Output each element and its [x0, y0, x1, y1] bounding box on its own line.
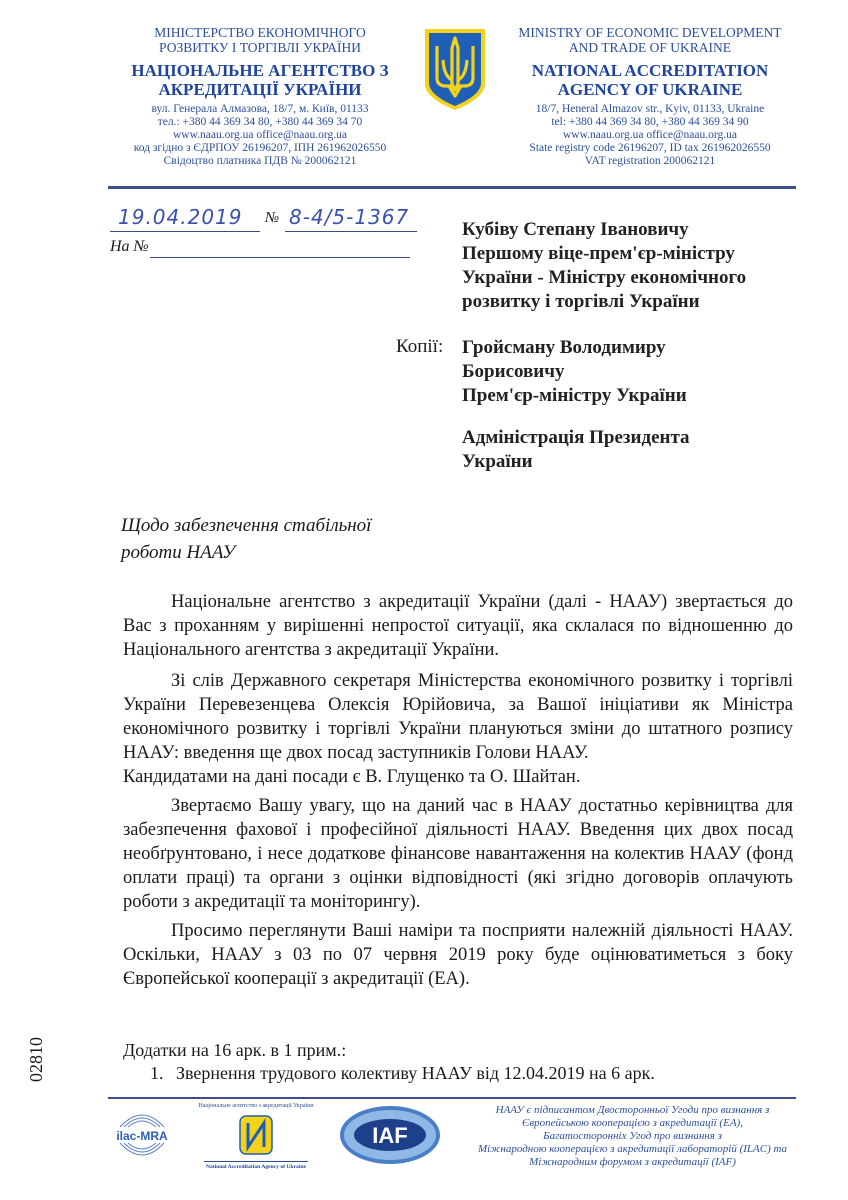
- side-registration-number: 02810: [26, 1037, 46, 1082]
- paragraph-4: Просимо переглянути Ваші наміри та посприяти належній діяльності НААУ. Оскільки, НААУ з 03 по 07 червня 2019 року буде оцінюватиметься з боку Європейської кооперації з акредитації (ЕА).: [123, 921, 793, 989]
- trident-coat-of-arms-icon: [422, 26, 488, 112]
- copy-line: України: [462, 451, 533, 472]
- copy-recipient-2: [462, 426, 690, 474]
- address-ua: вул. Генерала Алмазова, 18/7, м. Київ, 01133: [151, 103, 369, 115]
- subject: [121, 512, 371, 566]
- iaf-logo-text: IAF: [372, 1123, 408, 1148]
- reply-label: На №: [110, 238, 149, 255]
- codes-en: State registry code 26196207, ID tax 261962026550: [529, 142, 771, 154]
- paragraph-3: Звертаємо Вашу увагу, що на даний час в НААУ достатньо керівництва для забезпечення фахової і професійної діяльності НААУ. Введення цих двох посад необґрунтовано, і несе додаткове фінансове навантаження на колектив НААУ (фонд оплати праці) та органи з оцінки відповідності (які згідно договорів оплачують роботи з акредитації та моніторингу).: [123, 796, 793, 912]
- naau-logo: [192, 1103, 320, 1177]
- subject-line: Щодо забезпечення стабільної: [121, 515, 372, 536]
- naau-caption: National Accreditation Agency of Ukraine: [206, 1164, 306, 1170]
- addressee-line: Кубіву Степану Івановичу: [462, 219, 689, 240]
- attachment-number: 1.: [150, 1063, 164, 1083]
- agency-name-en-1: NATIONAL ACCREDITATION: [531, 61, 769, 80]
- handwritten-date: 19.04.2019: [118, 205, 243, 229]
- handwritten-number: 8-4/5-1367: [289, 205, 410, 229]
- paragraph-2: Зі слів Державного секретаря Міністерства економічного розвитку і торгівлі України Перевезенцева Олексія Юрійовича, за Вашої ініціативи як Міністра економічного розвитку і торгівлі України плануються зміни до штатного розпису НААУ: введення ще двох посад заступників Голови НААУ.: [123, 671, 793, 763]
- codes-ua: код згідно з ЄДРПОУ 26196207, ІПН 261962026550: [133, 142, 387, 154]
- addressee-line: Першому віце-прем'єр-міністру: [462, 243, 735, 264]
- agency-name-en-2: AGENCY OF UKRAINE: [557, 80, 743, 99]
- letter-body: [123, 590, 793, 991]
- footer-line: Європейською кооперацією з акредитації (ЕА),: [522, 1117, 743, 1129]
- phone-en: tel: +380 44 369 34 80, +380 44 369 34 90: [551, 116, 749, 128]
- footer-divider: [108, 1097, 796, 1099]
- naau-arc-text: Національне агентство з акредитації України: [198, 1103, 314, 1109]
- date-field: [110, 205, 260, 232]
- vat-en: VAT registration 200062121: [584, 155, 716, 167]
- attachments-title: Додатки на 16 арк. в 1 прим.:: [123, 1040, 347, 1060]
- copy-line: Адміністрація Президента: [462, 427, 690, 448]
- footer-line: Міжнародним форумом з акредитації (IAF): [529, 1156, 736, 1168]
- header-right: [490, 25, 810, 168]
- paragraph-1: Національне агентство з акредитації України (далі - НААУ) звертається до Вас з проханням у вирішенні непростої ситуації, яка склалася по відношенню до Національного агентства з акредитації України.: [123, 592, 793, 660]
- ilac-logo-text: ilac-MRA: [116, 1129, 168, 1143]
- agency-name-ua-2: АКРЕДИТАЦІЇ УКРАЇНИ: [158, 80, 362, 99]
- footer-recognition-text: [460, 1104, 805, 1169]
- ilac-mra-logo: [112, 1105, 172, 1165]
- number-label: №: [265, 210, 280, 226]
- paragraph-2-continuation: Кандидатами на дані посади є В. Глущенко та О. Шайтан.: [123, 767, 581, 787]
- agency-name-ua-1: НАЦІОНАЛЬНЕ АГЕНТСТВО З: [131, 61, 389, 80]
- number-field: [285, 205, 417, 232]
- subject-line: роботи НААУ: [121, 542, 236, 563]
- ministry-name-en-1: MINISTRY OF ECONOMIC DEVELOPMENT: [518, 25, 782, 40]
- copy-recipient-1: [462, 336, 687, 408]
- footer-line: Багатосторонніх Угод про визнання з: [543, 1130, 722, 1142]
- ministry-name-ua-1: МІНІСТЕРСТВО ЕКОНОМІЧНОГО: [154, 25, 366, 40]
- copy-line: Гройсману Володимиру: [462, 337, 666, 358]
- ministry-name-en-2: AND TRADE OF UKRAINE: [568, 40, 732, 55]
- address-en: 18/7, Heneral Almazov str., Kyiv, 01133, Ukraine: [535, 103, 765, 115]
- addressee-line: розвитку і торгівлі України: [462, 291, 700, 312]
- footer-line: НААУ є підписантом Двосторонньої Угоди про визнання з: [495, 1104, 770, 1116]
- web-email-ua: www.naau.org.ua office@naau.org.ua: [173, 129, 347, 141]
- copy-line: Прем'єр-міністру України: [462, 385, 687, 406]
- phone-ua: тел.: +380 44 369 34 80, +380 44 369 34 70: [157, 116, 363, 128]
- header-divider: [108, 186, 796, 189]
- copies-label: Копії:: [396, 336, 444, 357]
- footer-line: Міжнародною кооперацією з акредитації лабораторій (ILAC) та: [477, 1143, 788, 1155]
- ministry-name-ua-2: РОЗВИТКУ І ТОРГІВЛІ УКРАЇНИ: [159, 40, 361, 55]
- addressee: [462, 218, 746, 314]
- naau-caption-rule: [204, 1161, 308, 1162]
- web-email-en: www.naau.org.ua office@naau.org.ua: [563, 129, 737, 141]
- attachment-text: Звернення трудового колективу НААУ від 12.04.2019 на 6 арк.: [176, 1063, 655, 1083]
- header-left: [100, 25, 420, 168]
- vat-ua: Свідоцтво платника ПДВ № 200062121: [163, 155, 357, 167]
- addressee-line: України - Міністру економічного: [462, 267, 747, 288]
- copy-line: Борисовичу: [462, 361, 565, 382]
- iaf-logo: [338, 1104, 442, 1166]
- naau-emblem-icon: [239, 1113, 273, 1157]
- reply-number-field: [150, 238, 410, 258]
- attachment-item: [150, 1063, 655, 1084]
